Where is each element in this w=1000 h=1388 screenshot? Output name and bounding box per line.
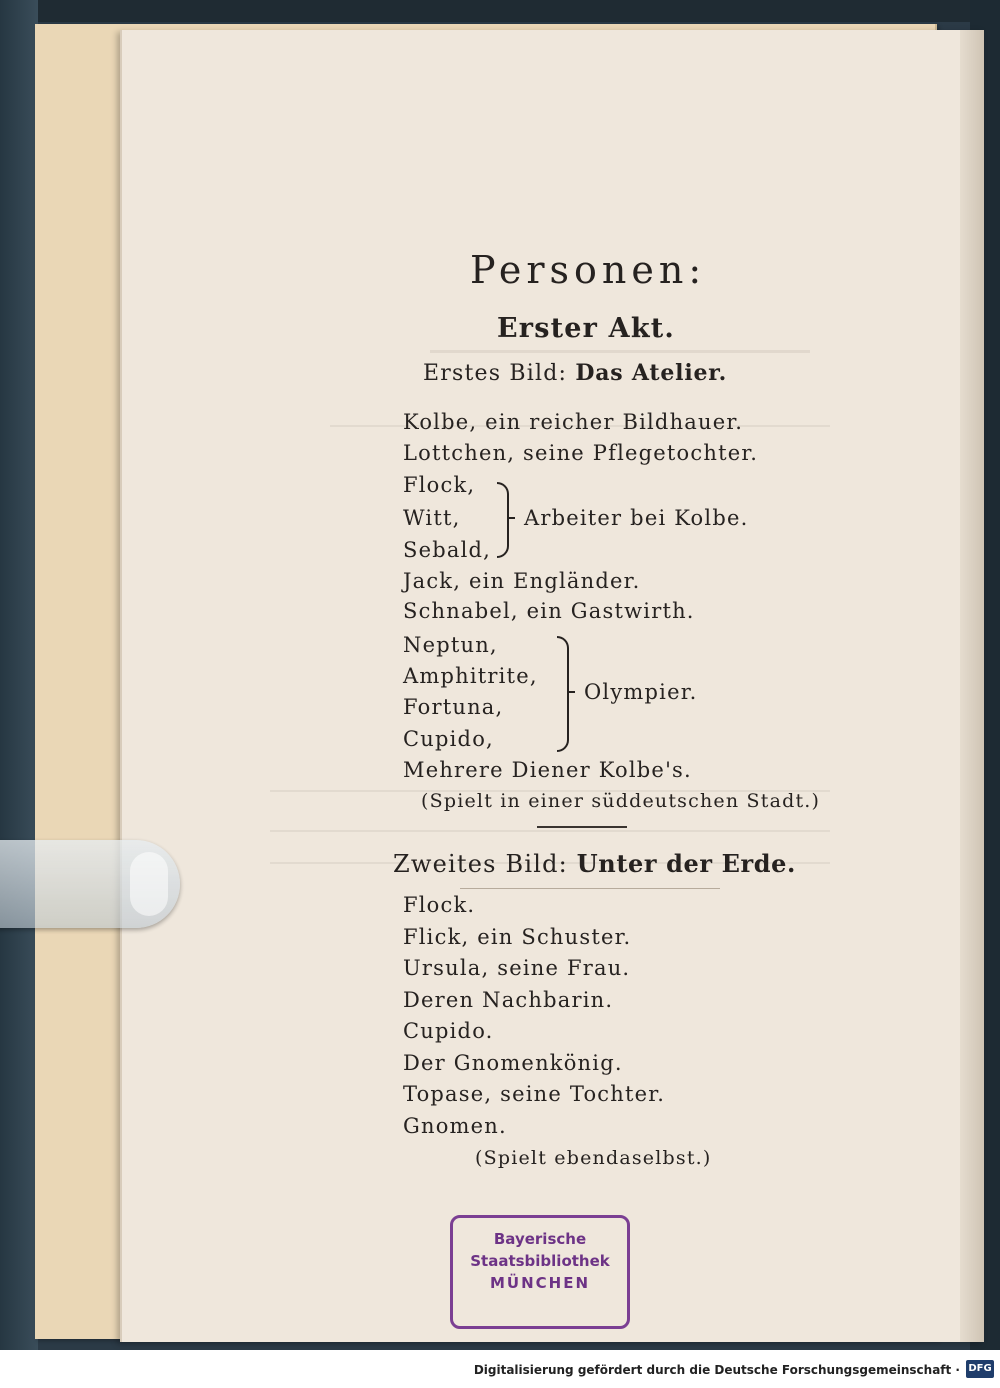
cast-cupido: Cupido,: [403, 727, 494, 751]
page-edge: [960, 30, 984, 1342]
stamp-line-2: Staatsbibliothek: [470, 1252, 610, 1270]
section-divider: [537, 826, 627, 828]
cast-workers-group: Arbeiter bei Kolbe.: [524, 506, 749, 530]
cast-lottchen: Lottchen, seine Pflegetochter.: [403, 441, 759, 465]
cast-fortuna: Fortuna,: [403, 695, 504, 719]
cast-gods-group: Olympier.: [584, 680, 698, 704]
scene2-setting: (Spielt ebendaselbst.): [475, 1147, 712, 1169]
scene2-heading: [393, 849, 796, 878]
workers-brace: [497, 482, 509, 558]
cast2-line: Flick, ein Schuster.: [403, 925, 632, 949]
scanner-frame-top: [0, 0, 1000, 22]
gods-brace: [557, 636, 569, 752]
gods-brace-tip: [567, 691, 575, 693]
stamp-line-1: Bayerische: [493, 1230, 587, 1248]
cast2-line: Gnomen.: [403, 1114, 507, 1138]
cast2-line: Topase, seine Tochter.: [403, 1082, 666, 1106]
cast-kolbe: Kolbe, ein reicher Bildhauer.: [403, 410, 744, 434]
faint-divider: [460, 888, 720, 889]
cast-jack: Jack, ein Engländer.: [403, 569, 641, 593]
scene1-label: Erstes Bild:: [423, 361, 568, 386]
cast-amphitrite: Amphitrite,: [403, 664, 538, 688]
cast-flock: Flock,: [403, 473, 476, 497]
page-clip-highlight: [130, 852, 168, 916]
cast2-line: Der Gnomenkönig.: [403, 1051, 623, 1075]
cast2-line: Flock.: [403, 893, 476, 917]
cast-diener: Mehrere Diener Kolbe's.: [403, 758, 692, 782]
book-page: [120, 30, 984, 1342]
workers-brace-tip: [507, 517, 515, 519]
cast-neptun: Neptun,: [403, 633, 498, 657]
library-stamp: [450, 1215, 630, 1329]
cast-witt: Witt,: [403, 506, 461, 530]
cast-sebald: Sebald,: [403, 538, 492, 562]
act-heading: Erster Akt.: [497, 313, 676, 344]
scanner-frame-left: [0, 0, 38, 1388]
cast2-line: Deren Nachbarin.: [403, 988, 614, 1012]
page-title: Personen:: [470, 248, 707, 292]
scene1-heading: [423, 360, 727, 386]
scene2-name: Unter der Erde.: [576, 849, 796, 878]
cast2-line: Cupido.: [403, 1019, 494, 1043]
show-through-block: [270, 810, 830, 832]
scene1-name: Das Atelier.: [575, 360, 728, 386]
footer-credit: Digitalisierung gefördert durch die Deutsche Forschungsgemeinschaft ·: [473, 1363, 960, 1377]
cast-schnabel: Schnabel, ein Gastwirth.: [403, 599, 695, 623]
stamp-line-3: MÜNCHEN: [489, 1274, 591, 1292]
scene1-setting: (Spielt in einer süddeutschen Stadt.): [421, 790, 821, 812]
dfg-logo-icon: DFG: [966, 1360, 994, 1378]
scene2-label: Zweites Bild:: [393, 850, 568, 878]
cast2-line: Ursula, seine Frau.: [403, 956, 631, 980]
